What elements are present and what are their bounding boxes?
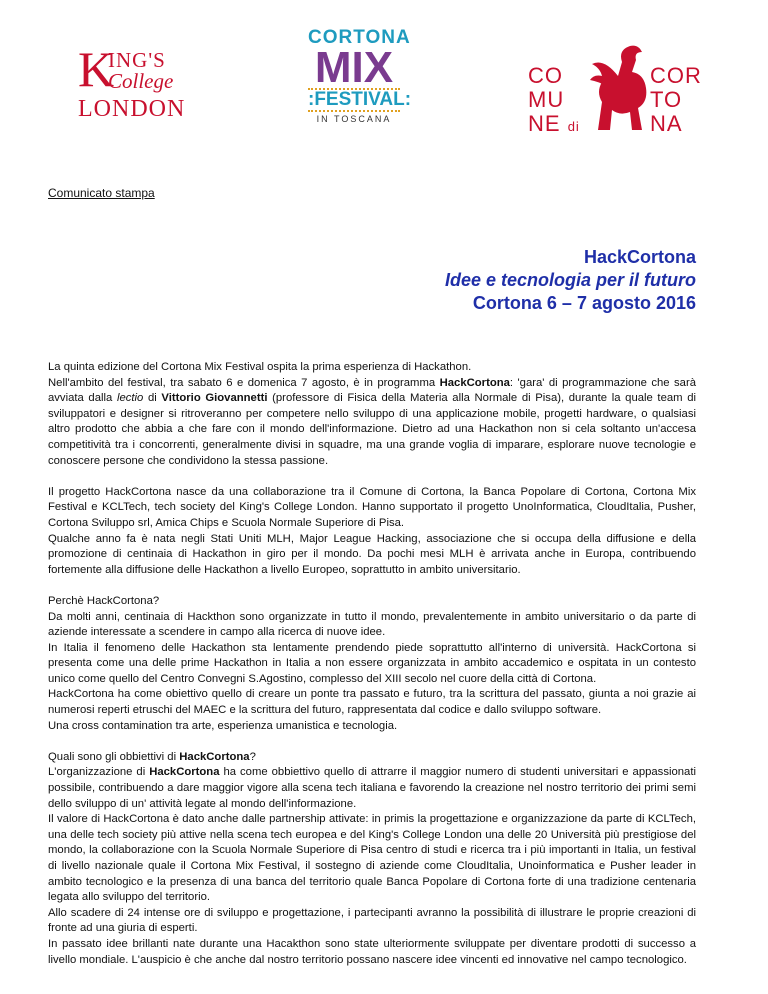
p1-lectio: lectio <box>116 392 144 405</box>
cmf-logo-line4: IN TOSCANA <box>316 114 392 124</box>
cmf-logo-line1: CORTONA <box>308 27 411 48</box>
cmf-logo-line2: MIX <box>314 43 394 92</box>
comune-logo-left-text <box>528 64 580 139</box>
comune-logo-na: NA <box>650 111 683 136</box>
comune-logo-cor: COR <box>650 63 702 88</box>
comune-logo-to: TO <box>650 87 683 112</box>
p4-question-start: Quali sono gli obbiettivi di <box>48 750 180 763</box>
paragraph-goals <box>48 750 696 968</box>
p4-text-b: Il valore di HackCortona è dato anche dalle partnership attivate: in primis la progettazione e organizzazione da parte di KCLTech, una delle tech society più attive nella scena tech europea e del King's College London una delle 20 Università più prestigiose del mondo, la collaborazione con la Scuola Normale Superiore di Pisa centro di studi e ricerca tra i più importanti in Italia, un festival di livello nazionale quale il Cortona Mix Festival, il sostegno di aziende come CloudItalia, Unoinformatica e Pusher leader in ambito tecnologico e la presenza di una banca del territorio quale Banca Popolare di Cortona forte di una tradizione centenaria legata allo sviluppo del territorio. <box>48 813 696 904</box>
kcl-logo-line2: College <box>108 69 174 93</box>
comune-logo-di: di <box>567 119 580 134</box>
p3-text-c: HackCortona ha come obiettivo quello di creare un ponte tra passato e futuro, tra la scrittura del passato, giunta a noi grazie ai numerosi reperti etruschi del MAEC e la scrittura del futuro, rappresentata dal codice e dallo sviluppo software. <box>48 688 696 717</box>
p1-text-b: Nell'ambito del festival, tra sabato 6 e domenica 7 agosto, è in programma <box>48 376 440 389</box>
paragraph-why <box>48 594 696 734</box>
p4-question-end: ? <box>249 750 256 763</box>
p4-text-a1: L'organizzazione di <box>48 766 150 779</box>
paragraph-project <box>48 485 696 579</box>
p3-question: Perchè HackCortona? <box>48 594 160 607</box>
comune-logo-ne: NE <box>528 111 561 136</box>
p1-speaker-name: Vittorio Giovannetti <box>161 392 268 405</box>
winged-lion-icon <box>588 42 650 132</box>
p1-text-h: (professore di Fisica della Materia alla Normale di Pisa), durante la quale team di sviluppatori e designer si ritroveranno per competere nello sviluppo di una applicazione mobile, progetti hardware, o qualsiasi altro prodotto che abbia a che fare con il mondo dell'informazione. Dietro ad una Hackathon non si cela soltanto un'accesa competitività tra i concorrenti, generalmente divisi in squadre, ma una grande voglia di imparare, esplorare nuove tecnologie e conoscere persone che condividono la stessa passione. <box>48 392 696 467</box>
p4-text-d: In passato idee brillanti nate durante una Hacakthon sono state ulteriormente sviluppate per diventare prodotti di successo a livello mondiale. L'auspicio è che anche dal nostro territorio possano nascere idee vincenti ed innovative nel campo tecnologico. <box>48 937 696 966</box>
title-subtitle: Idee e tecnologia per il futuro <box>444 270 696 290</box>
p2-text-b: Qualche anno fa è nata negli Stati Uniti MLH, Major League Hacking, associazione che si occupa della diffusione e della promozione di centinaia di Hackathon in giro per il mondo. Da pochi mesi MLH è arrivata anche in Europa, contribuendo fortemente alla diffusione delle Hackathon a livello Europeo, soprattutto in ambito universitario. <box>48 532 696 576</box>
p4-text-a3: ha come obbiettivo quello di attrarre il maggior numero di studenti universitari e appassionati possibile, contribuendo a dare maggior vigore alla scena tech italiana e favorendo la creazione nel nostro territorio dei primi semi dello sviluppo di un' attività legate al mondo dell'informazione. <box>48 766 696 810</box>
title-main: HackCortona <box>583 247 696 267</box>
comune-logo-co: CO <box>528 63 563 88</box>
p2-text-a: Il progetto HackCortona nasce da una collaborazione tra il Comune di Cortona, la Banca Popolare di Cortona, Cortona Mix Festival e KCLTech, tech society del King's College London. Hanno supportato il progetto UnoInformatica, CloudItalia, Pusher, Cortona Sviluppo srl, Amica Chips e Scuola Normale Superiore di Pisa. <box>48 485 696 529</box>
p1-line-a: La quinta edizione del Cortona Mix Festival ospita la prima esperienza di Hackathon. <box>48 361 472 373</box>
kcl-logo-line1: ING'S <box>108 48 166 72</box>
p3-text-a: Da molti anni, centinaia di Hackthon sono organizzate in tutto il mondo, prevalentemente in ambito universitario o da parte di aziende interessate a scendere in campo alla ricerca di nuove idee. <box>48 610 696 639</box>
press-release-title <box>445 246 696 315</box>
title-date: Cortona 6 – 7 agosto 2016 <box>472 293 696 313</box>
p1-text-d: : 'gara' di programmazione che sarà avviata dalla <box>48 376 696 405</box>
comune-logo-right-text <box>650 64 702 136</box>
p3-text-b: In Italia il fenomeno delle Hackathon sta lentamente prendendo piede soprattutto all'interno di università. HackCortona si presenta come una delle prime Hackathon in Italia a non essere organizzata in ambito accademico e ospitata in un contesto unico come quello del Centro Convegni S.Agostino, complesso del XIII secolo nel cuore della città di Cortona. <box>48 641 696 685</box>
document-label: Comunicato stampa <box>48 186 155 200</box>
document-body <box>48 360 696 984</box>
paragraph-intro <box>48 360 696 469</box>
kcl-logo-line3: LONDON <box>78 96 186 122</box>
p4-text-c: Allo scadere di 24 intense ore di sviluppo e progettazione, i partecipanti avranno la possibilità di illustrare le proprie creazioni di fronte ad una giuria di esperti. <box>48 906 696 935</box>
comune-logo-mu: MU <box>528 87 565 112</box>
p1-hackcortona: HackCortona <box>439 376 510 389</box>
comune-di-cortona-logo <box>528 42 718 136</box>
p3-text-d: Una cross contamination tra arte, esperienza umanistica e tecnologia. <box>48 719 398 732</box>
p1-text-f: di <box>143 392 162 405</box>
cortona-mix-festival-logo <box>308 27 412 124</box>
cmf-logo-line3: :FESTIVAL: <box>308 89 412 110</box>
p4-question-bold: HackCortona <box>179 750 250 763</box>
kcl-logo-k: K <box>78 41 115 97</box>
header-logos <box>0 0 768 140</box>
p4-hackcortona: HackCortona <box>149 766 220 779</box>
